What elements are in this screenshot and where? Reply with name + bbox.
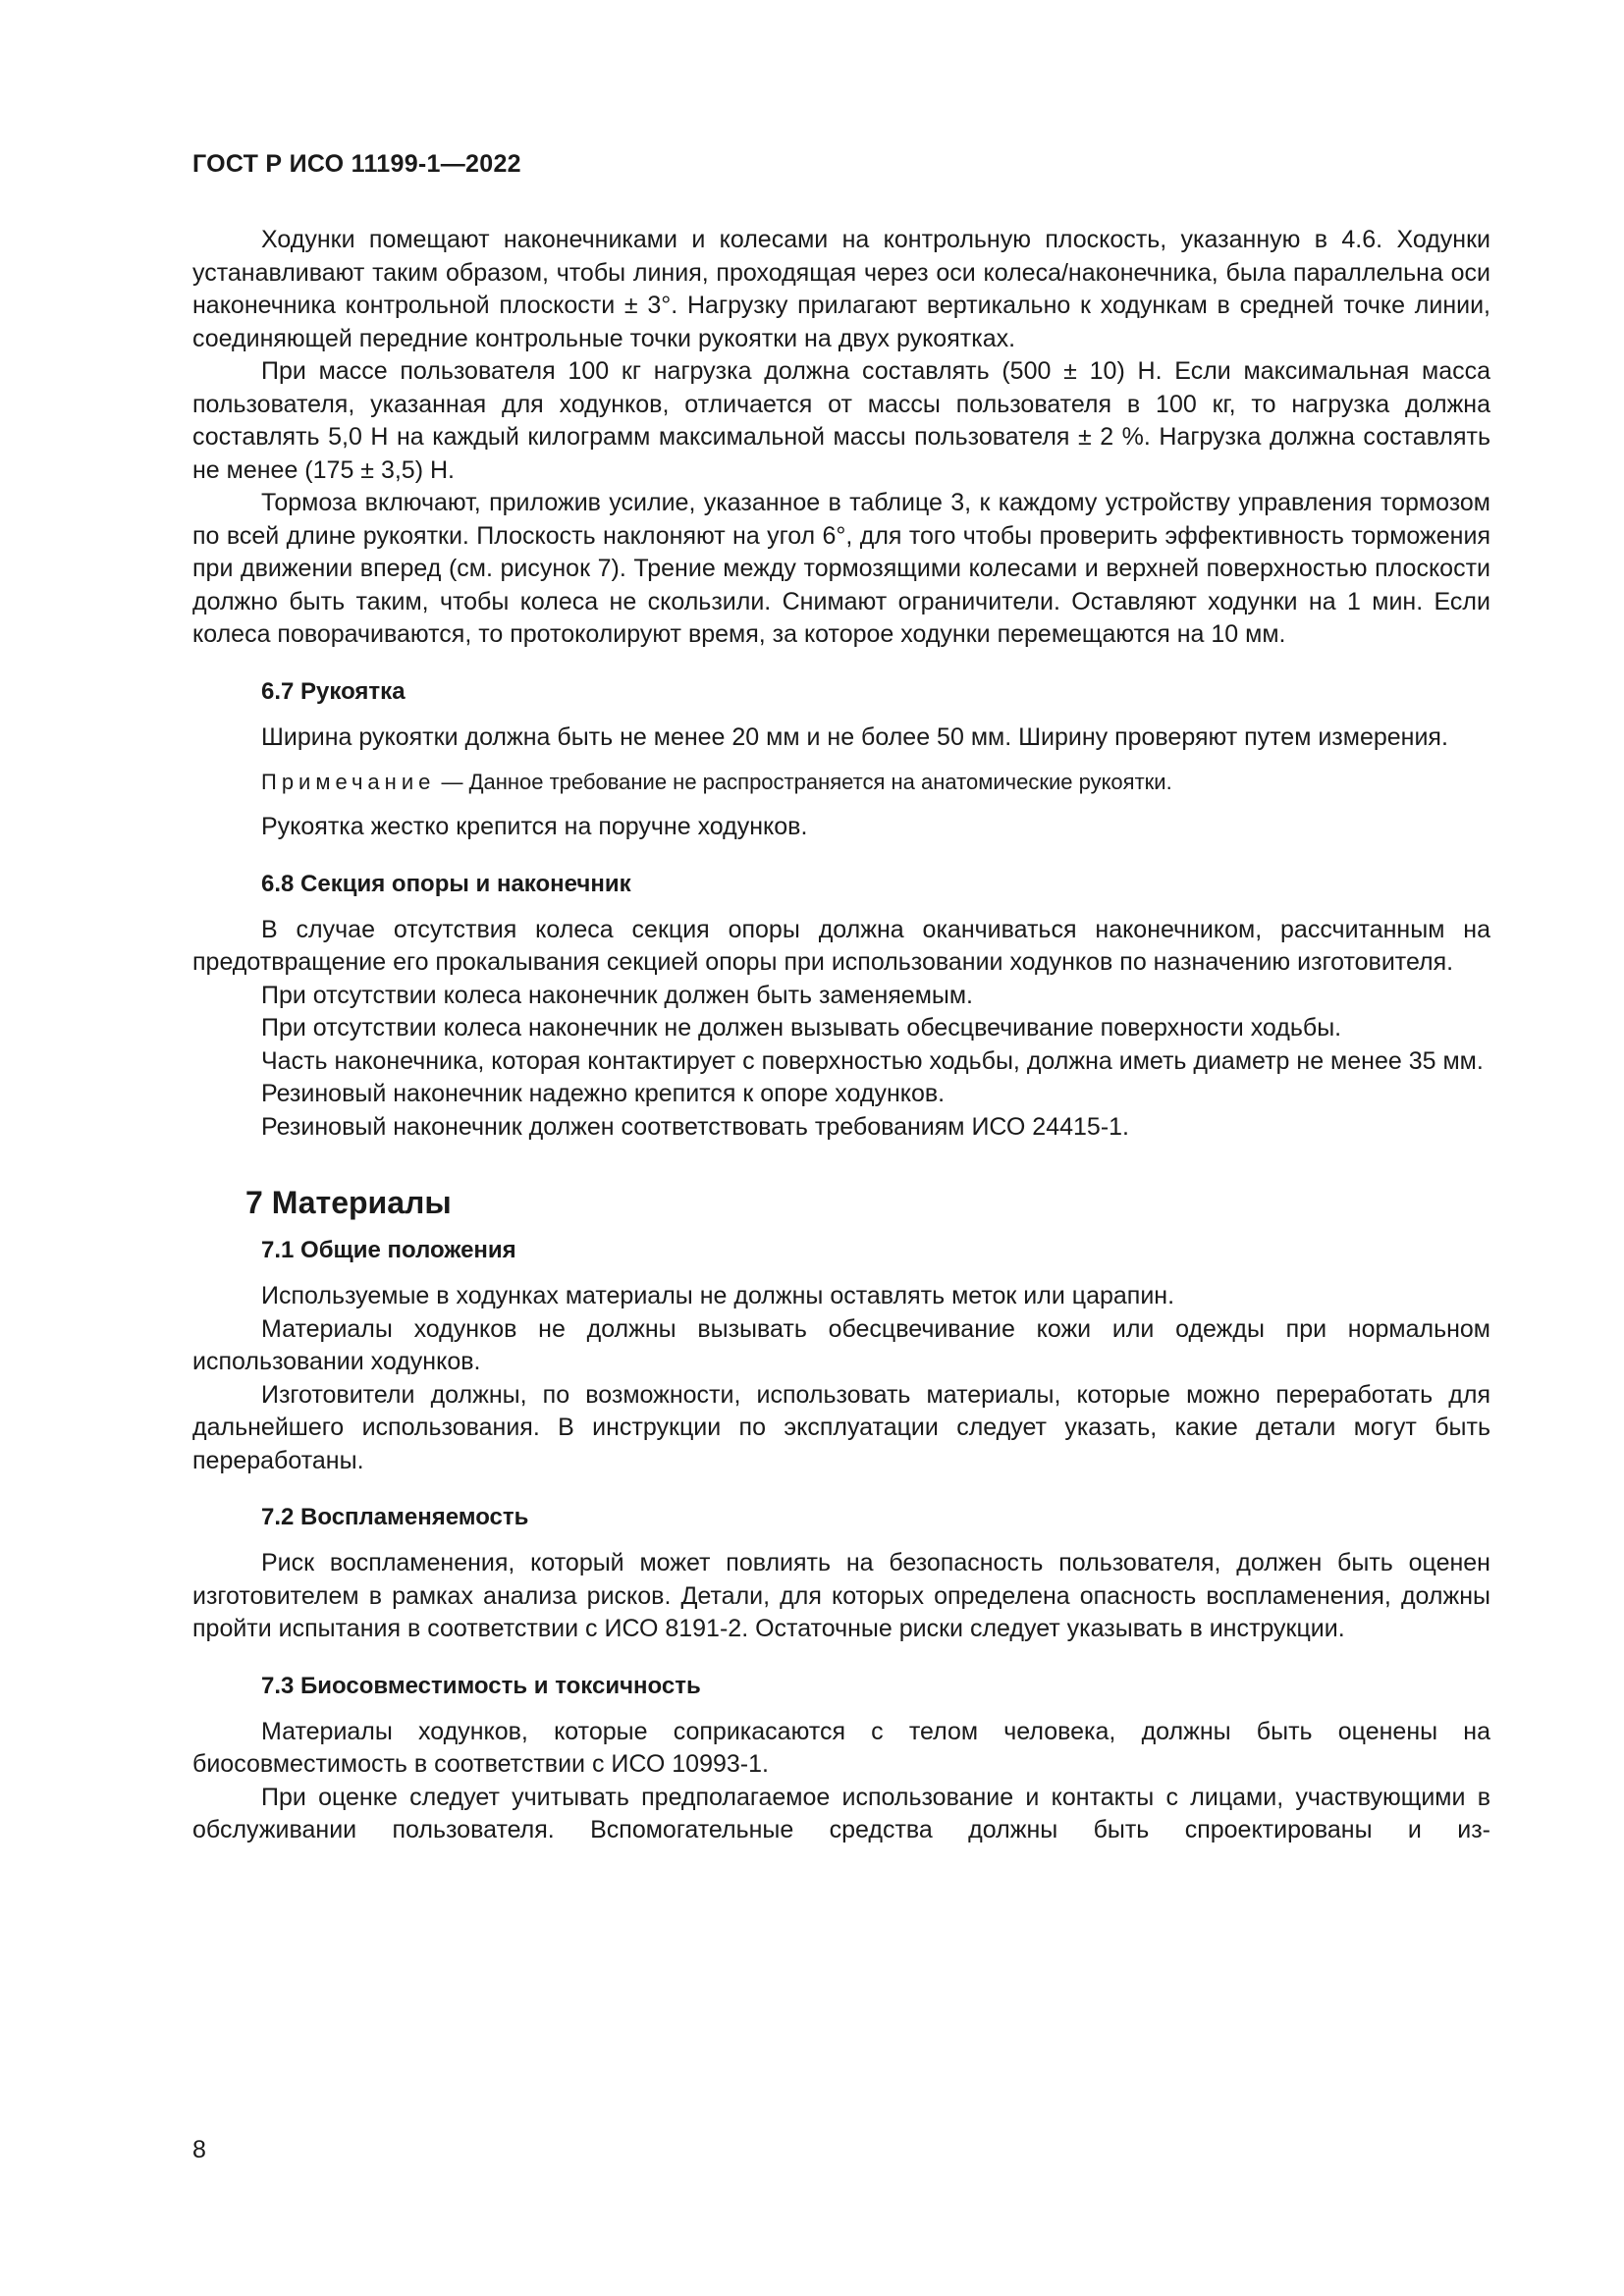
section-heading-7: 7 Материалы <box>245 1185 452 1220</box>
section-heading-7-1: 7.1 Общие положения <box>261 1237 516 1263</box>
note-text: — Данное требование не распространяется на анатомические рукоятки. <box>435 770 1172 794</box>
page-number: 8 <box>192 2136 206 2163</box>
paragraph: При отсутствии колеса наконечник не должен вызывать обесцвечивание поверхности ходьбы. <box>261 1014 1342 1041</box>
section-heading-6-7: 6.7 Рукоятка <box>261 677 406 705</box>
document-body <box>192 224 1490 1847</box>
paragraph: Резиновый наконечник должен соответствовать требованиям ИСО 24415-1. <box>261 1112 1129 1141</box>
note-label: Примечание <box>261 770 436 794</box>
section-heading-7-3: 7.3 Биосовместимость и токсичность <box>261 1672 701 1699</box>
paragraph: Материалы ходунков, которые соприкасаются с телом человека, должны быть оценены на биосовместимость в соответствии с ИСО 10993-1. <box>192 1717 1490 1778</box>
paragraph: Материалы ходунков не должны вызывать обесцвечивание кожи или одежды при нормальном использовании ходунков. <box>192 1314 1490 1375</box>
paragraph: В случае отсутствия колеса секция опоры должна оканчиваться наконечником, рассчитанным на предотвращение его прокалывания секцией опоры при использовании ходунков по назначению изготовителя. <box>192 915 1490 976</box>
section-heading-7-2: 7.2 Воспламеняемость <box>261 1504 529 1530</box>
paragraph: Часть наконечника, которая контактирует с поверхностью ходьбы, должна иметь диаметр не менее 35 мм. <box>261 1046 1484 1075</box>
paragraph: Рукоятка жестко крепится на поручне ходунков. <box>261 813 808 840</box>
paragraph: Риск воспламенения, который может повлиять на безопасность пользователя, должен быть оценен изготовителем в рамках анализа рисков. Детали, для которых определена опасность воспламенения, должны пройти испытания в соответствии с ИСО 8191-2. Остаточные риски следует указывать в инструкции. <box>192 1549 1490 1642</box>
paragraph: Ширина рукоятки должна быть не менее 20 мм и не более 50 мм. Ширину проверяют путем измерения. <box>261 722 1448 751</box>
paragraph: Используемые в ходунках материалы не должны оставлять меток или царапин. <box>261 1282 1175 1309</box>
paragraph: Изготовители должны, по возможности, использовать материалы, которые можно переработать для дальнейшего использования. В инструкции по эксплуатации следует указать, какие детали могут быть переработаны. <box>192 1380 1490 1474</box>
document-header: ГОСТ Р ИСО 11199-1—2022 <box>192 150 521 178</box>
note <box>261 768 1490 797</box>
paragraph: Ходунки помещают наконечниками и колесами на контрольную плоскость, указанную в 4.6. Ходунки устанавливают таким образом, чтобы линия, проходящая через оси колеса/наконечника, была параллельна оси наконечника контрольной плоскости ± 3°. Нагрузку прилагают вертикально к ходункам в средней точке линии, соединяющей передние контрольные точки рукоятки на двух рукоятках. <box>192 226 1490 352</box>
section-heading-6-8: 6.8 Секция опоры и наконечник <box>261 870 631 897</box>
paragraph: При оценке следует учитывать предполагаемое использование и контакты с лицами, участвующими в обслуживании пользователя. Вспомогательные средства должны быть спроектированы и из- <box>192 1783 1490 1843</box>
paragraph: Тормоза включают, приложив усилие, указанное в таблице 3, к каждому устройству управления тормозом по всей длине рукоятки. Плоскость наклоняют на угол 6°, для того чтобы проверить эффективность торможения при движении вперед (см. рисунок 7). Трение между тормозящими колесами и верхней поверхностью плоскости должно быть таким, чтобы колеса не скользили. Снимают ограничители. Оставляют ходунки на 1 мин. Если колеса поворачиваются, то протоколируют время, за которое ходунки перемещаются на 10 мм. <box>192 489 1490 648</box>
paragraph: При отсутствии колеса наконечник должен быть заменяемым. <box>261 981 973 1009</box>
paragraph: Резиновый наконечник надежно крепится к опоре ходунков. <box>261 1080 946 1107</box>
paragraph: При массе пользователя 100 кг нагрузка должна составлять (500 ± 10) Н. Если максимальная масса пользователя, указанная для ходунков, отличается от массы пользователя в 100 кг, то нагрузка должна составлять 5,0 Н на каждый килограмм максимальной массы пользователя ± 2 %. Нагрузка должна составлять не менее (175 ± 3,5) Н. <box>192 357 1490 484</box>
